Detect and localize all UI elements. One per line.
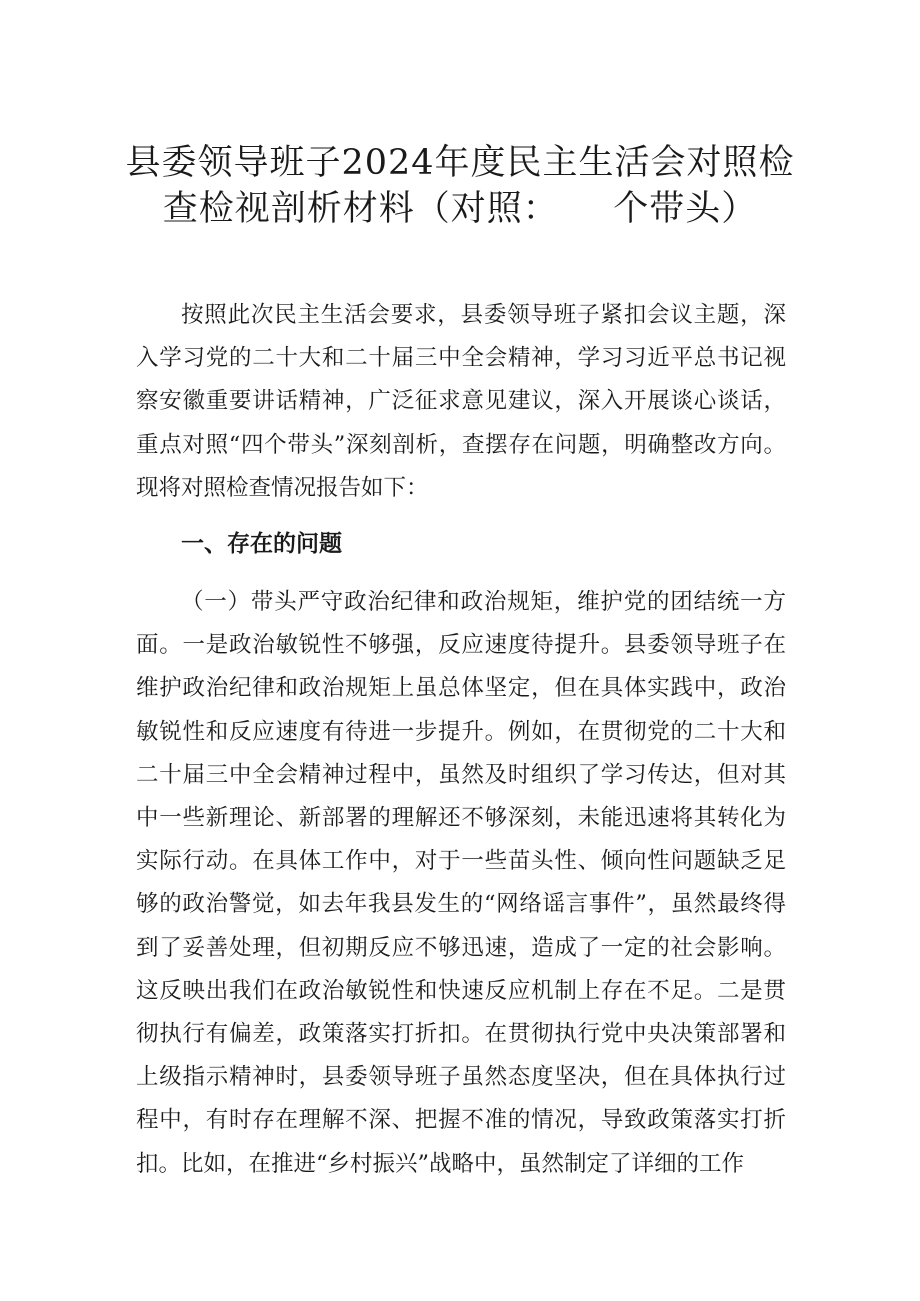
document-title — [120, 140, 800, 232]
title-line-1: 县委领导班子2024年度民主生活会对照检 — [125, 143, 795, 183]
title-line-2: 查检视剖析材料（对照： 个带头） — [162, 189, 758, 229]
intro-paragraph: 按照此次民主生活会要求，县委领导班子紧扣会议主题，深入学习党的二十大和二十届三中全会精神，学习习近平总书记视察安徽重要讲话精神，广泛征求意见建议，深入开展谈心谈话，重点对照“四个带头”深刻剖析，查摆存在问题，明确整改方向。现将对照检查情况报告如下： — [136, 302, 786, 501]
section-paragraph: （一）带头严守政治纪律和政治规矩，维护党的团结统一方面。一是政治敏锐性不够强，反应速度待提升。县委领导班子在维护政治纪律和政治规矩上虽总体坚定，但在具体实践中，政治敏锐性和反应速度有待进一步提升。例如，在贯彻党的二十大和二十届三中全会精神过程中，虽然及时组织了学习传达，但对其中一些新理论、新部署的理解还不够深刻，未能迅速将其转化为实际行动。在具体工作中，对于一些苗头性、倾向性问题缺乏足够的政治警觉，如去年我县发生的“网络谣言事件”，虽然最终得到了妥善处理，但初期反应不够迅速，造成了一定的社会影响。这反映出我们在政治敏锐性和快速反应机制上存在不足。二是贯彻执行有偏差，政策落实打折扣。在贯彻执行党中央决策部署和上级指示精神时，县委领导班子虽然态度坚决，但在具体执行过程中，有时存在理解不深、把握不准的情况，导致政策落实打折扣。比如，在推进“乡村振兴”战略中，虽然制定了详细的工作 — [136, 589, 786, 1177]
section-heading: 一、存在的问题 — [181, 531, 342, 557]
